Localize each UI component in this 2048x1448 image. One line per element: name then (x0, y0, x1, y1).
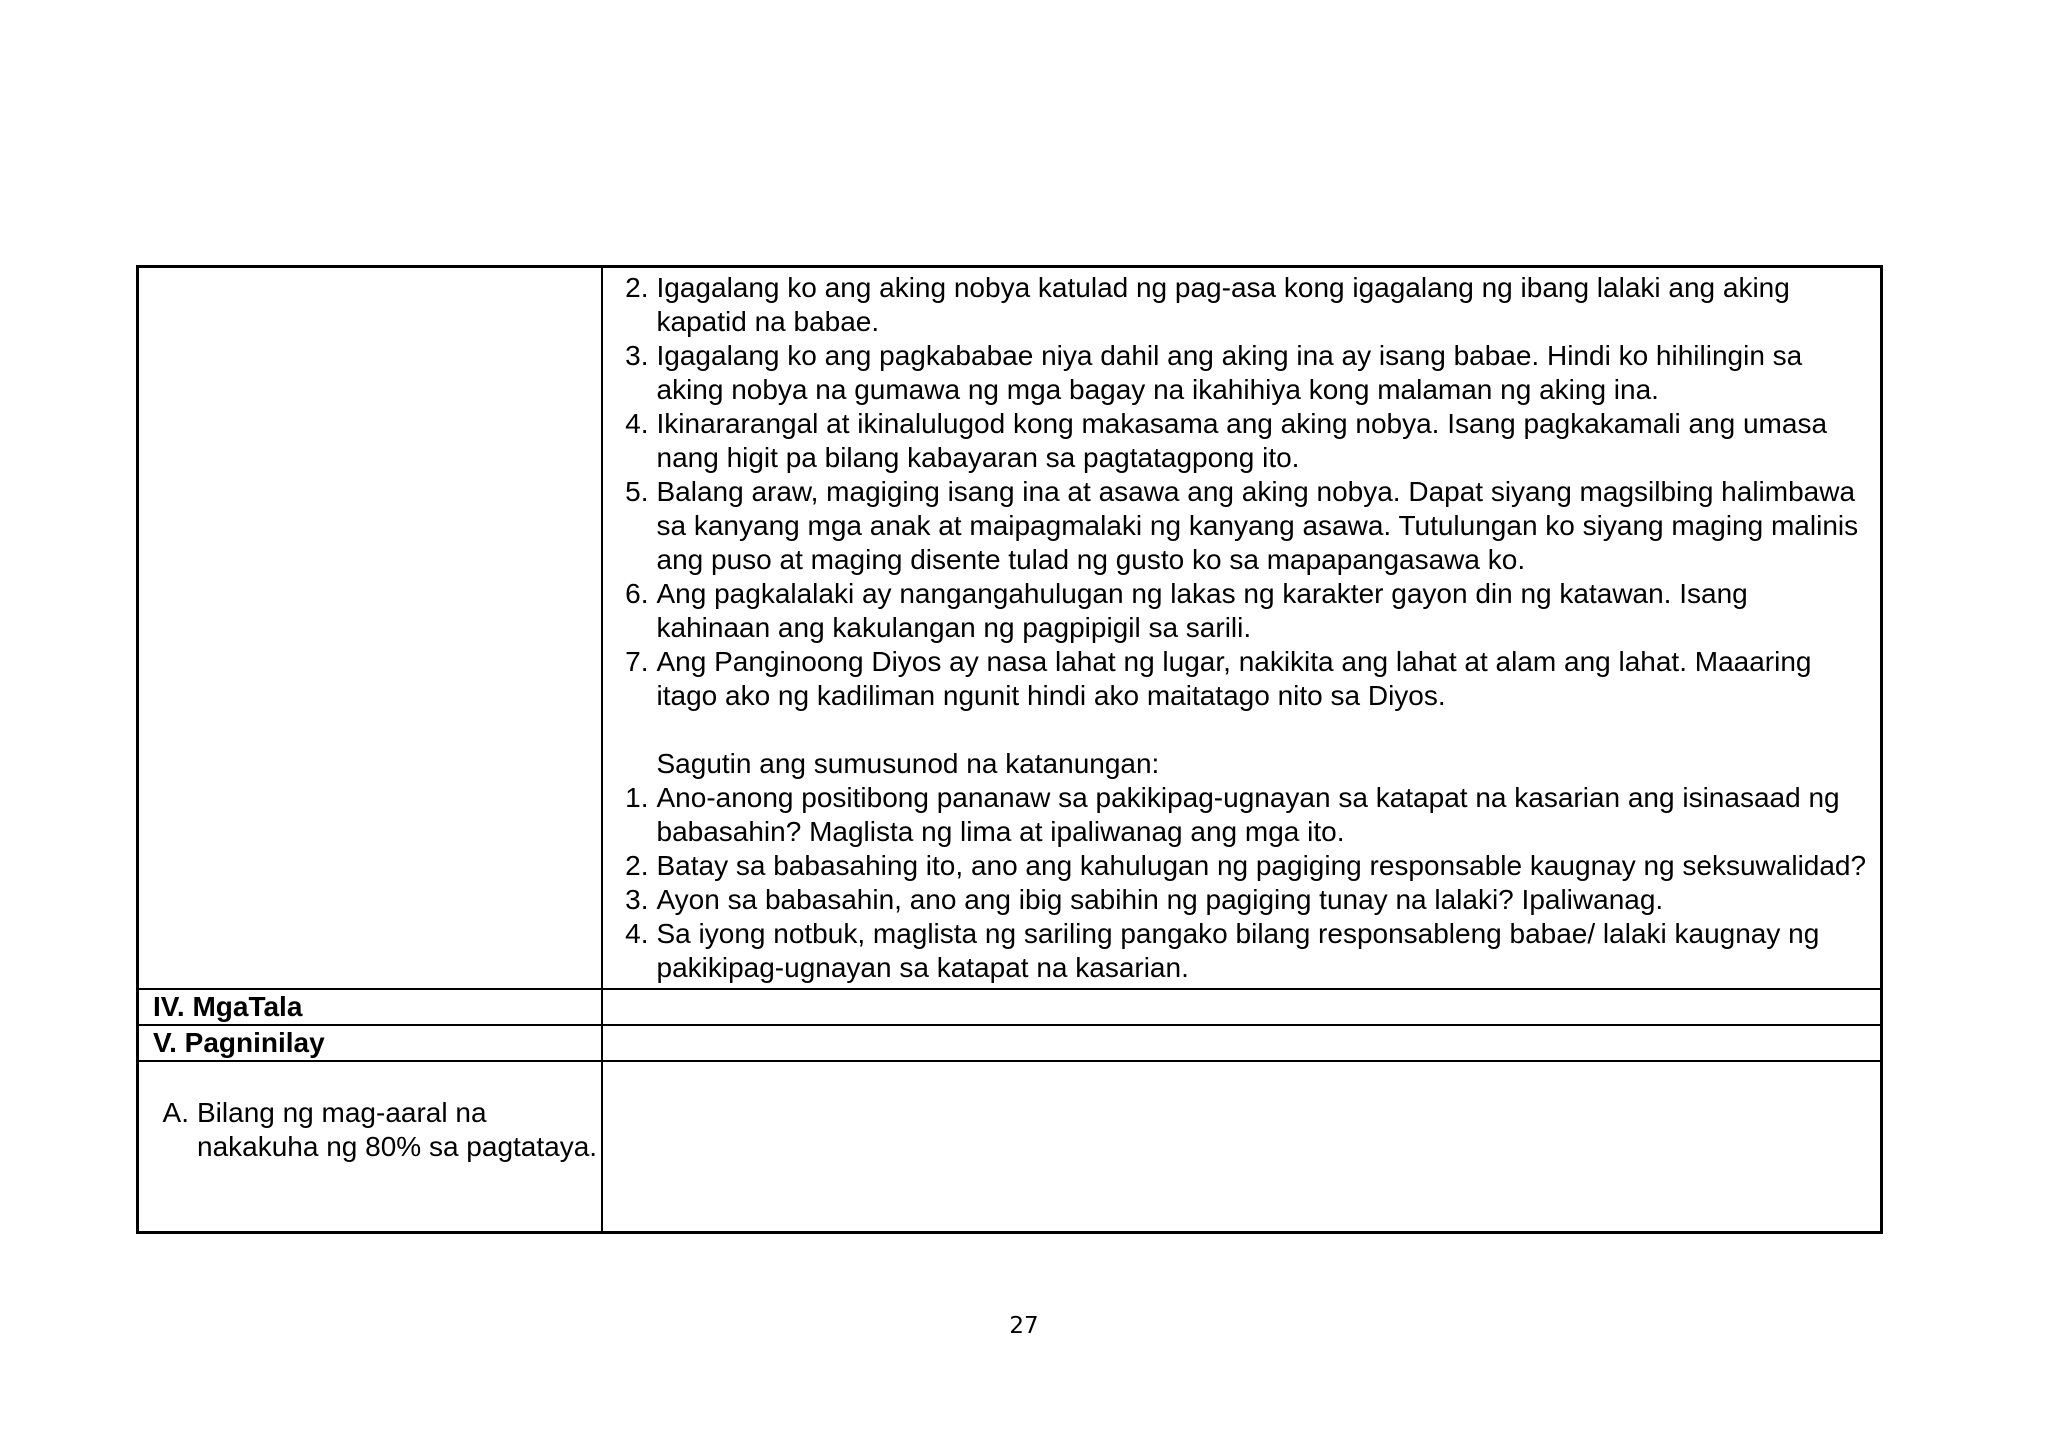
statement-number: 6. (625, 578, 649, 609)
metric-label-cell (138, 1061, 602, 1233)
metric-letter: A. (162, 1097, 189, 1128)
statement-item (603, 645, 1869, 713)
statement-item (603, 577, 1869, 645)
question-text: Batay sa babasahing ito, ano ang kahulugan ng pagiging responsable kaugnay ng seksuwalidad? (656, 850, 1867, 881)
question-item (603, 781, 1869, 849)
statement-number: 5. (625, 476, 649, 507)
statement-text: Igagalang ko ang aking nobya katulad ng pag-asa kong igagalang ng ibang lalaki ang aking kapatid na babae. (656, 272, 1790, 337)
statement-item (603, 475, 1869, 577)
question-item (603, 917, 1869, 985)
question-item (603, 849, 1869, 883)
empty-left-cell (138, 267, 602, 990)
statement-number: 7. (625, 646, 649, 677)
question-number: 1. (625, 782, 649, 813)
metric-row (138, 1061, 1882, 1233)
statement-number: 2. (625, 272, 649, 303)
statement-text: Igagalang ko ang pagkababae niya dahil ang aking ina ay isang babae. Hindi ko hihilingin sa aking nobya na gumawa ng mga bagay na ikahihiya kong malaman ng aking ina. (656, 340, 1803, 405)
question-text: Ano-anong positibong pananaw sa pakikipag-ugnayan sa katapat na kasarian ang isinasaad ng babasahin? Maglista ng lima at ipaliwanag ang mga ito. (656, 782, 1840, 847)
metric-content-cell (602, 1061, 1882, 1233)
statement-item (603, 407, 1869, 475)
statement-item (603, 339, 1869, 407)
statement-number: 4. (625, 408, 649, 439)
mga-tala-row (138, 989, 1882, 1025)
reading-content-cell (602, 267, 1882, 990)
questions-list (603, 781, 1869, 985)
question-number: 3. (625, 884, 649, 915)
mga-tala-content (602, 989, 1882, 1025)
pagninilay-content (602, 1025, 1882, 1061)
page-number: 27 (1009, 1313, 1039, 1339)
questions-instruction: Sagutin ang sumusunod na katanungan: (656, 748, 1160, 779)
statement-item (603, 271, 1869, 339)
reading-row (138, 267, 1882, 990)
statement-text: Ang Panginoong Diyos ay nasa lahat ng lugar, nakikita ang lahat at alam ang lahat. Maaaring itago ako ng kadiliman ngunit hindi ako maitatago nito sa Diyos. (656, 646, 1812, 711)
question-number: 2. (625, 850, 649, 881)
question-text: Ayon sa babasahin, ano ang ibig sabihin ng pagiging tunay na lalaki? Ipaliwanag. (656, 884, 1664, 915)
mga-tala-label: IV. MgaTala (138, 989, 602, 1025)
statements-list (603, 271, 1869, 713)
statement-text: Ikinararangal at ikinalulugod kong makasama ang aking nobya. Isang pagkakamali ang umasa nang higit pa bilang kabayaran sa pagtatagpong ito. (656, 408, 1828, 473)
question-text: Sa iyong notbuk, maglista ng sariling pangako bilang responsableng babae/ lalaki kaugnay ng pakikipag-ugnayan sa katapat na kasarian. (656, 918, 1820, 983)
metric-item (139, 1096, 601, 1164)
metric-text: Bilang ng mag-aaral na nakakuha ng 80% sa pagtataya. (197, 1097, 598, 1162)
lesson-plan-table (136, 265, 1883, 1234)
question-item (603, 883, 1869, 917)
pagninilay-row (138, 1025, 1882, 1061)
statement-text: Balang araw, magiging isang ina at asawa ang aking nobya. Dapat siyang magsilbing halimbawa sa kanyang mga anak at maipagmalaki ng kanyang asawa. Tutulungan ko siyang maging malinis ang puso at maging disente tulad ng gusto ko sa mapapangasawa ko. (656, 476, 1859, 575)
statement-number: 3. (625, 340, 649, 371)
question-number: 4. (625, 918, 649, 949)
pagninilay-label: V. Pagninilay (138, 1025, 602, 1061)
statement-text: Ang pagkalalaki ay nangangahulugan ng lakas ng karakter gayon din ng katawan. Isang kahinaan ang kakulangan ng pagpipigil sa sarili. (656, 578, 1748, 643)
